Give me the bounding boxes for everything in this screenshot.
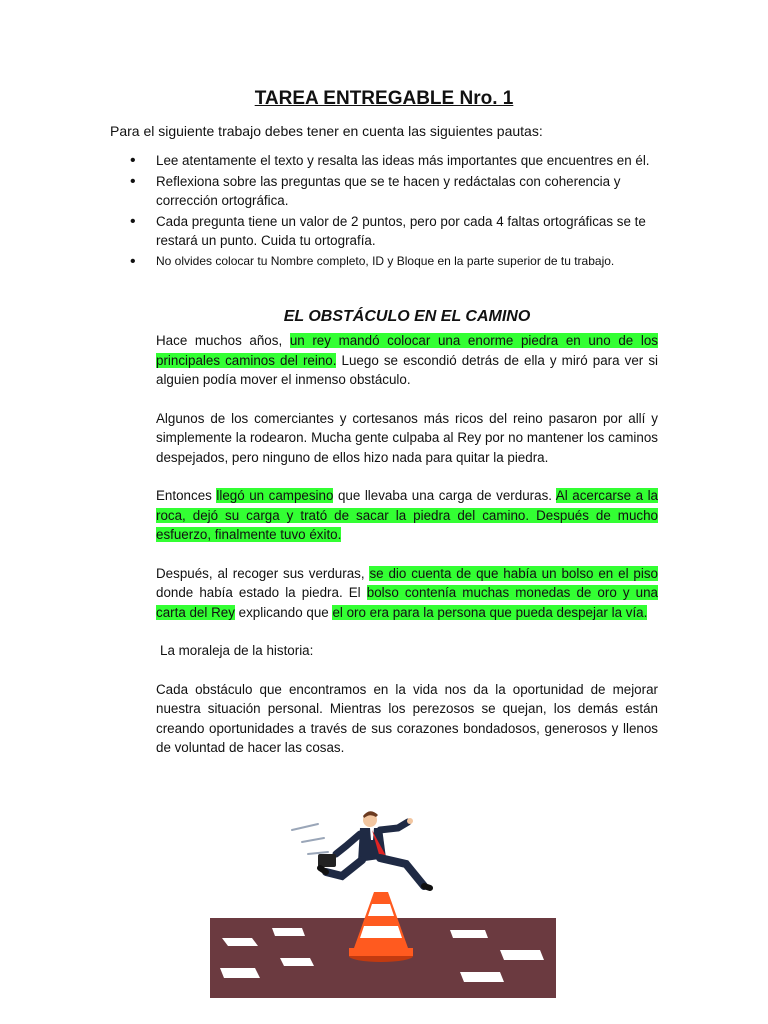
businessman-jumping-over-cone-illustration <box>210 800 556 998</box>
text-run: Luego se escondió detrás de ella y miró para ver si alguien podía mover el inmenso obstáculo. <box>156 352 658 387</box>
text-run: Después, al recoger sus verduras, <box>156 565 370 581</box>
highlighted-text: Al acercarse a la roca, dejó su carga y trató de sacar la piedra del camino. Después de mucho esfuerzo, finalmente tuvo éxito. <box>156 488 658 542</box>
paragraph: Cada obstáculo que encontramos en la vida nos da la oportunidad de mejorar nuestra situación personal. Mientras los perezosos se quejan, los demás están creando oportunidades a través de sus corazones bondadosos, generosos y llenos de voluntad de hacer las cosas. <box>156 681 658 755</box>
highlighted-text: bolso contenía muchas monedas de oro y una carta del Rey <box>156 585 659 620</box>
list-item: • No olvides colocar tu Nombre completo, ID y Bloque en la parte superior de tu trabajo. <box>130 252 660 272</box>
paragraph <box>156 486 658 545</box>
paragraph: Algunos de los comerciantes y cortesanos más ricos del reino pasaron por allí y simplemente la rodearon. Mucha gente culpaba al Rey por no mantener los caminos despejados, pero ninguno de ellos hizo nada para quitar la piedra. <box>156 410 658 465</box>
list-item: • Reflexiona sobre las preguntas que se te hacen y redáctalas con coherencia y corrección ortográfica. <box>130 172 660 211</box>
list-item: • Lee atentamente el texto y resalta las ideas más importantes que encuentres en él. <box>130 151 660 171</box>
list-item: • Cada pregunta tiene un valor de 2 puntos, pero por cada 4 faltas ortográficas se te restará un punto. Cuida tu ortografía. <box>130 212 660 251</box>
paragraph: La moraleja de la historia: <box>160 643 314 658</box>
text-run: Entonces <box>156 488 217 503</box>
text-run: Hace muchos años, <box>156 333 290 348</box>
page-title: TAREA ENTREGABLE Nro. 1 <box>254 88 514 109</box>
highlighted-text: llegó un campesino <box>216 488 334 503</box>
guidelines-list <box>130 151 660 272</box>
motion-lines <box>292 824 328 854</box>
businessman-icon <box>318 811 430 888</box>
story-title: EL OBSTÁCULO EN EL CAMINO <box>283 308 531 325</box>
briefcase-icon <box>318 854 336 867</box>
text-run: que llevaba una carga de verduras. <box>333 488 556 503</box>
highlighted-text: un rey mandó colocar una enorme piedra en uno de los principales caminos del reino. <box>156 333 658 368</box>
highlighted-text: el oro era para la persona que pueda despejar la vía. <box>332 604 648 620</box>
paragraph <box>156 331 658 390</box>
highlighted-text: se dio cuenta de que había un bolso en el piso <box>369 565 658 581</box>
story-body <box>156 331 658 777</box>
text-run: explicando que <box>234 604 333 620</box>
text-run: donde había estado la piedra. El <box>156 585 367 600</box>
paragraph <box>156 564 658 623</box>
intro-text: Para el siguiente trabajo debes tener en cuenta las siguientes pautas: <box>110 123 543 139</box>
